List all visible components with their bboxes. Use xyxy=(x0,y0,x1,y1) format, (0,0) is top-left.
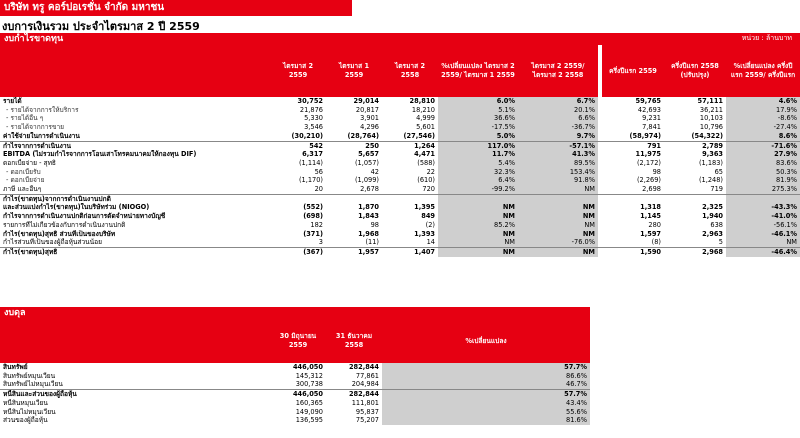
cell-value: 1,393 xyxy=(414,229,435,238)
cell-value: -43.3% xyxy=(726,203,800,212)
cell-value: 542 xyxy=(270,141,326,150)
cell-value: -71.6% xyxy=(726,141,800,150)
cell-value: 6.4% xyxy=(438,176,518,185)
balance-row xyxy=(0,408,590,417)
cell-value: 7,841 xyxy=(642,123,661,132)
cell-value: 3 xyxy=(318,238,323,247)
cell-value: 145,312 xyxy=(295,371,323,380)
report-subtitle: งบการเงินรวม ประจำไตรมาส 2 ปี 2559 xyxy=(2,20,200,33)
cell-value: 10,103 xyxy=(699,114,723,123)
cell-value: (2) xyxy=(425,220,435,229)
cell-value: -27.4% xyxy=(726,123,800,132)
row-label: ภาษี และอื่นๆ xyxy=(3,185,42,194)
cell-value: (1,099) xyxy=(354,176,379,185)
cell-value: 41.3% xyxy=(518,150,598,159)
cell-value: 81.9% xyxy=(726,176,800,185)
cell-value: 9,231 xyxy=(642,114,661,123)
col-change-yoy: ไตรมาส 2 2559/ ไตรมาส 2 2558 xyxy=(518,45,598,97)
cell-value: 6.7% xyxy=(518,97,598,106)
income-statement-table xyxy=(0,45,800,257)
row-label: - ดอกเบี้ยรับ xyxy=(6,167,41,176)
cell-value: NM xyxy=(438,203,518,212)
col-q2-2559: ไตรมาส 2 2559 xyxy=(270,45,326,97)
cell-value: 149,090 xyxy=(295,407,323,416)
row-label: สินทรัพย์หมุนเวียน xyxy=(3,371,56,380)
cell-value: NM xyxy=(438,247,518,256)
row-label: - รายได้อื่น ๆ xyxy=(6,114,44,123)
cell-value: NM xyxy=(518,185,598,194)
cell-value: (1,183) xyxy=(698,158,723,167)
income-row xyxy=(0,114,800,123)
cell-value: 117.0% xyxy=(438,141,518,150)
cell-value: NM xyxy=(438,230,518,239)
cell-value: -46.1% xyxy=(726,230,800,239)
cell-value: 46.7% xyxy=(382,380,590,389)
income-row xyxy=(0,176,800,185)
cell-value: -76.0% xyxy=(518,238,598,247)
cell-value: 98 xyxy=(652,167,661,176)
cell-value: 22 xyxy=(426,167,435,176)
cell-value: 2,325 xyxy=(702,203,723,212)
cell-value: 1,957 xyxy=(326,247,382,256)
row-label: กำไรจากการดำเนินงาน xyxy=(0,141,270,150)
cell-value: 89.5% xyxy=(518,159,598,168)
cell-value: NM xyxy=(726,238,800,247)
cell-value: (11) xyxy=(365,238,379,247)
cell-value: (54,322) xyxy=(691,131,723,140)
income-row xyxy=(0,132,800,141)
row-label: กำไรส่วนที่เป็นของผู้ถือหุ้นส่วนน้อย xyxy=(3,238,103,247)
cell-value xyxy=(664,194,726,203)
balance-row xyxy=(0,390,590,399)
income-row xyxy=(0,159,800,168)
cell-value: -36.7% xyxy=(518,123,598,132)
cell-value: 1,968 xyxy=(358,229,379,238)
income-row xyxy=(0,97,800,106)
cell-value: 4,296 xyxy=(360,123,379,132)
cell-value: 30,752 xyxy=(297,97,323,105)
cell-value: (2,172) xyxy=(636,158,661,167)
cell-value: 43.4% xyxy=(382,399,590,408)
cell-value: 111,801 xyxy=(351,398,379,407)
cell-value: (588) xyxy=(417,158,435,167)
cell-value: 1,940 xyxy=(702,212,723,221)
row-label: หนี้สินหมุนเวียน xyxy=(3,398,48,407)
row-label: สินทรัพย์ไม่หมุนเวียน xyxy=(3,380,63,389)
cell-value: 95,837 xyxy=(355,407,379,416)
cell-value: 10,796 xyxy=(699,123,723,132)
cell-value: NM xyxy=(518,212,598,221)
income-row xyxy=(0,185,800,194)
cell-value: (371) xyxy=(303,229,323,238)
cell-value: 91.8% xyxy=(518,176,598,185)
cell-value: 36.6% xyxy=(438,114,518,123)
cell-value: (1,057) xyxy=(354,158,379,167)
cell-value xyxy=(726,194,800,203)
cell-value: 3,546 xyxy=(304,123,323,132)
income-header-blank xyxy=(0,45,270,97)
cell-value: 27.9% xyxy=(726,150,800,159)
cell-value: 57.7% xyxy=(382,390,590,399)
balance-row xyxy=(0,363,590,372)
cell-value: 5.4% xyxy=(438,159,518,168)
cell-value: 4.6% xyxy=(726,97,800,106)
income-row xyxy=(0,194,800,203)
cell-value: 36,211 xyxy=(699,105,723,114)
cell-value xyxy=(518,194,598,203)
cell-value: 1,145 xyxy=(640,212,661,221)
cell-value: 18,210 xyxy=(411,105,435,114)
cell-value: NM xyxy=(438,238,518,247)
cell-value: 3,901 xyxy=(360,114,379,123)
cell-value: 21,876 xyxy=(299,105,323,114)
cell-value: 5,601 xyxy=(416,123,435,132)
cell-value: -57.1% xyxy=(518,141,598,150)
cell-value: 20,817 xyxy=(355,105,379,114)
cell-value: (28,764) xyxy=(347,131,379,140)
row-label: หนี้สินและส่วนของผู้ถือหุ้น xyxy=(0,390,270,399)
cell-value: 5 xyxy=(718,238,723,247)
income-row xyxy=(0,168,800,177)
cell-value: 9.7% xyxy=(518,132,598,141)
cell-value: 4,999 xyxy=(416,114,435,123)
cell-value: 9,363 xyxy=(702,150,723,159)
cell-value: (1,170) xyxy=(298,176,323,185)
cell-value: 6,317 xyxy=(302,150,323,159)
cell-value: NM xyxy=(518,221,598,230)
cell-value: 446,050 xyxy=(270,390,326,399)
income-row xyxy=(0,212,800,221)
cell-value: 446,050 xyxy=(292,363,323,371)
balance-sheet-table xyxy=(0,319,590,425)
row-label: กำไรจากการดำเนินงานปกติก่อนการตัดจำหน่ายทางบัญชี xyxy=(3,212,166,221)
col-h1-2559: ครึ่งปีแรก 2559 xyxy=(602,45,664,97)
cell-value: 204,984 xyxy=(351,380,379,389)
row-label: และส่วนแบ่งกำไร(ขาดทุน)ในบริษัทร่วม (NIOGO) xyxy=(3,203,150,212)
col-jun-2559: 30 มิถุนายน 2559 xyxy=(270,319,326,363)
cell-value: 5,657 xyxy=(358,150,379,159)
unit-label: หน่วย : ล้านบาท xyxy=(741,34,792,42)
row-label: กำไร(ขาดทุน)สุทธิ ส่วนที่เป็นของบริษัท xyxy=(3,229,116,238)
cell-value: 2,968 xyxy=(664,247,726,256)
row-label: EBITDA (ไม่รวมกำไรจากการโอนเสาโทรคมนาคมให้กองทุน DIF) xyxy=(3,150,197,159)
cell-value: 59,765 xyxy=(635,97,661,105)
cell-value: 98 xyxy=(370,220,379,229)
cell-value: (8) xyxy=(651,238,661,247)
cell-value: 1,395 xyxy=(414,203,435,212)
income-row xyxy=(0,238,800,247)
cell-value: (1,114) xyxy=(298,158,323,167)
row-label: - ดอกเบี้ยจ่าย xyxy=(6,176,45,185)
cell-value: 282,844 xyxy=(348,363,379,371)
cell-value: 1,870 xyxy=(358,203,379,212)
row-label: - รายได้จากการขาย xyxy=(6,123,65,132)
cell-value: 160,365 xyxy=(295,398,323,407)
row-label: ส่วนของผู้ถือหุ้น xyxy=(3,416,48,425)
cell-value: 300,738 xyxy=(295,380,323,389)
row-label: รายได้ xyxy=(3,97,22,105)
cell-value xyxy=(270,194,326,203)
col-q2-2558: ไตรมาส 2 2558 xyxy=(382,45,438,97)
cell-value: 280 xyxy=(648,220,661,229)
col-h1-2558: ครึ่งปีแรก 2558 (ปรับปรุง) xyxy=(664,45,726,97)
cell-value: (2,269) xyxy=(636,176,661,185)
cell-value: 50.3% xyxy=(726,168,800,177)
cell-value: 6.0% xyxy=(438,97,518,106)
balance-row xyxy=(0,416,590,425)
cell-value: 29,014 xyxy=(353,97,379,105)
cell-value: 17.9% xyxy=(726,106,800,115)
cell-value: (27,546) xyxy=(403,131,435,140)
cell-value: -99.2% xyxy=(438,185,518,194)
cell-value: (610) xyxy=(417,176,435,185)
col-q1-2559: ไตรมาส 1 2559 xyxy=(326,45,382,97)
row-label: ดอกเบี้ยจ่าย - สุทธิ xyxy=(3,158,56,167)
cell-value: 1,318 xyxy=(640,203,661,212)
income-row xyxy=(0,150,800,159)
cell-value: 849 xyxy=(421,212,435,221)
cell-value: 75,207 xyxy=(355,416,379,425)
row-label: - รายได้จากการให้บริการ xyxy=(6,105,79,114)
cell-value: 83.6% xyxy=(726,159,800,168)
cell-value xyxy=(326,194,382,203)
income-row xyxy=(0,221,800,230)
cell-value: NM xyxy=(518,247,598,256)
cell-value: 5.1% xyxy=(438,106,518,115)
cell-value: 1,597 xyxy=(640,229,661,238)
income-row xyxy=(0,123,800,132)
cell-value: -46.4% xyxy=(726,247,800,256)
cell-value: 57.7% xyxy=(382,363,590,372)
cell-value: 20.1% xyxy=(518,106,598,115)
cell-value: 4,471 xyxy=(414,150,435,159)
cell-value: (30,210) xyxy=(291,131,323,140)
cell-value: 791 xyxy=(602,141,664,150)
cell-value xyxy=(602,194,664,203)
income-row xyxy=(0,106,800,115)
cell-value: -17.5% xyxy=(438,123,518,132)
cell-value: 1,843 xyxy=(358,212,379,221)
cell-value: 136,595 xyxy=(295,416,323,425)
cell-value: 86.6% xyxy=(382,372,590,381)
cell-value xyxy=(438,194,518,203)
col-balance-change: %เปลี่ยนแปลง xyxy=(382,319,590,363)
cell-value: (367) xyxy=(270,247,326,256)
cell-value: 1,590 xyxy=(602,247,664,256)
company-title: บริษัท ทรู คอร์ปอเรชั่น จำกัด มหาชน xyxy=(0,0,352,16)
cell-value: 85.2% xyxy=(438,221,518,230)
cell-value: 2,678 xyxy=(360,185,379,194)
income-row xyxy=(0,247,800,256)
income-row xyxy=(0,141,800,150)
cell-value: 28,810 xyxy=(409,97,435,105)
cell-value: 42 xyxy=(370,167,379,176)
cell-value: 153.4% xyxy=(518,168,598,177)
cell-value: 5,330 xyxy=(304,114,323,123)
row-label: กำไร(ขาดทุน)จากการดำเนินงานปกติ xyxy=(0,194,270,203)
cell-value: 20 xyxy=(314,185,323,194)
cell-value: (698) xyxy=(303,212,323,221)
cell-value: 2,698 xyxy=(642,185,661,194)
cell-value xyxy=(382,194,438,203)
cell-value: (1,248) xyxy=(698,176,723,185)
cell-value: 42,693 xyxy=(637,105,661,114)
cell-value: NM xyxy=(438,212,518,221)
income-row xyxy=(0,203,800,212)
cell-value: (58,974) xyxy=(629,131,661,140)
income-section-title: งบกำไรขาดทุน xyxy=(0,33,800,45)
cell-value: 275.3% xyxy=(726,185,800,194)
balance-row xyxy=(0,372,590,381)
row-label: กำไร(ขาดทุน)สุทธิ xyxy=(0,247,270,256)
income-row xyxy=(0,230,800,239)
cell-value: 720 xyxy=(422,185,435,194)
cell-value: -56.1% xyxy=(726,221,800,230)
cell-value: 1,407 xyxy=(382,247,438,256)
cell-value: 638 xyxy=(710,220,723,229)
cell-value: 282,844 xyxy=(326,390,382,399)
cell-value: (552) xyxy=(303,203,323,212)
cell-value: -41.0% xyxy=(726,212,800,221)
row-label: ค่าใช้จ่ายในการดำเนินงาน xyxy=(3,131,80,140)
cell-value: NM xyxy=(518,203,598,212)
cell-value: 32.3% xyxy=(438,168,518,177)
cell-value: 8.6% xyxy=(726,132,800,141)
cell-value: 250 xyxy=(326,141,382,150)
col-change-h1: %เปลี่ยนแปลง ครึ่งปีแรก 2559/ ครึ่งปีแรก xyxy=(726,45,800,97)
cell-value: 182 xyxy=(310,220,323,229)
cell-value: 81.6% xyxy=(382,416,590,425)
row-label: สินทรัพย์ xyxy=(3,363,28,371)
cell-value: 56 xyxy=(314,167,323,176)
cell-value: 11.7% xyxy=(438,150,518,159)
cell-value: NM xyxy=(518,230,598,239)
cell-value: 11,975 xyxy=(635,150,661,159)
cell-value: 55.6% xyxy=(382,408,590,417)
row-label: รายการที่ไม่เกี่ยวข้องกับการดำเนินงานปกติ xyxy=(3,220,126,229)
cell-value: 57,111 xyxy=(697,97,723,105)
cell-value: -8.6% xyxy=(726,114,800,123)
cell-value: 6.6% xyxy=(518,114,598,123)
cell-value: 2,789 xyxy=(664,141,726,150)
row-label: หนี้สินไม่หมุนเวียน xyxy=(3,407,56,416)
cell-value: 2,963 xyxy=(702,229,723,238)
col-change-qoq: %เปลี่ยนแปลง ไตรมาส 2 2559/ ไตรมาส 1 2559 xyxy=(438,45,518,97)
cell-value: 719 xyxy=(710,185,723,194)
balance-row xyxy=(0,380,590,389)
cell-value: 1,264 xyxy=(382,141,438,150)
col-dec-2558: 31 ธันวาคม 2558 xyxy=(326,319,382,363)
balance-section-title: งบดุล xyxy=(0,307,590,319)
cell-value: 77,861 xyxy=(355,371,379,380)
balance-row xyxy=(0,399,590,408)
cell-value: 65 xyxy=(714,167,723,176)
balance-header-blank xyxy=(0,319,270,363)
cell-value: 14 xyxy=(426,238,435,247)
cell-value: 5.0% xyxy=(438,132,518,141)
